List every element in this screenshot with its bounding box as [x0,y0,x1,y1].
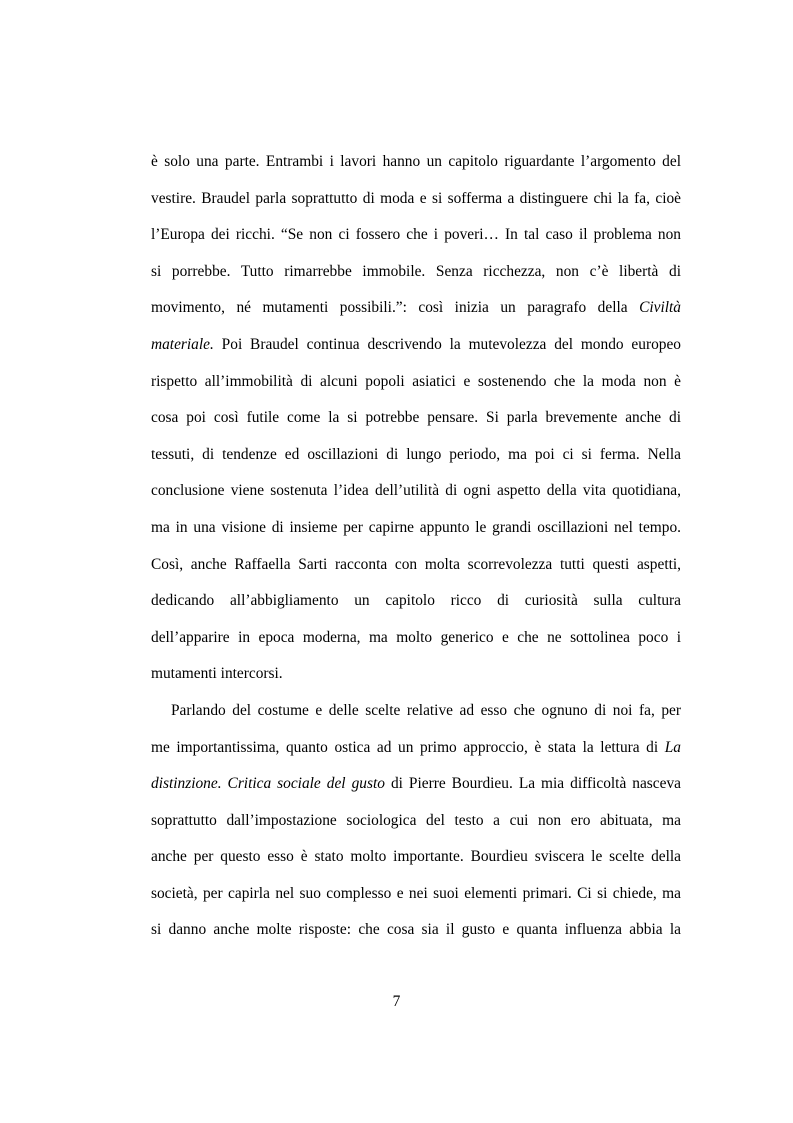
text-line [151,327,681,364]
text-line [151,217,681,254]
text-line [151,876,681,913]
paragraph [151,144,681,693]
text-segment: soprattutto dall’impostazione sociologica del testo a cui non ero abituata, ma [151,811,681,829]
text-line [151,547,681,584]
text-line [151,583,681,620]
text-segment: dedicando all’abbigliamento un capitolo ricco di curiosità sulla cultura [151,592,681,610]
page-number: 7 [392,993,401,1010]
text-segment: movimento, né mutamenti possibili.”: così inizia un paragrafo della [151,299,640,317]
text-segment: si danno anche molte risposte: che cosa sia il gusto e quanta influenza abbia la [151,921,681,939]
text-line [151,437,681,474]
text-line [151,693,681,730]
text-segment: me importantissima, quanto ostica ad un primo approccio, è stata la lettura di [151,738,665,756]
text-segment: è solo una parte. Entrambi i lavori hanno un capitolo riguardante l’argomento del [151,153,681,170]
italic-text: materiale. [151,335,214,353]
text-segment: conclusione viene sostenuta l’idea dell’utilità di ogni aspetto della vita quotidiana, [151,482,681,500]
text-segment: tessuti, di tendenze ed oscillazioni di lungo periodo, ma poi ci si ferma. Nella [151,445,681,463]
text-segment: cosa poi così futile come la si potrebbe pensare. Si parla brevemente anche di [151,409,681,427]
text-line [151,912,681,949]
text-segment: Parlando del costume e delle scelte relative ad esso che ognuno di noi fa, per [171,701,681,719]
text-segment: anche per questo esso è stato molto importante. Bourdieu sviscera le scelte della [151,848,681,866]
italic-text: Civiltà [639,299,681,317]
text-line [151,254,681,291]
text-line [151,656,681,693]
text-line [151,620,681,657]
text-line [151,730,681,767]
text-line [151,473,681,510]
italic-text: distinzione. Critica sociale del gusto [151,775,385,793]
text-line [151,839,681,876]
body-text [151,144,681,949]
text-segment: Poi Braudel continua descrivendo la mutevolezza del mondo europeo [213,335,681,353]
text-line [151,144,681,181]
text-segment: si porrebbe. Tutto rimarrebbe immobile. Senza ricchezza, non c’è libertà di [151,262,681,280]
text-line [151,290,681,327]
text-line [151,766,681,803]
text-segment: società, per capirla nel suo complesso e nei suoi elementi primari. Ci si chiede, ma [151,884,681,902]
text-segment: ma in una visione di insieme per capirne appunto le grandi oscillazioni nel tempo. [151,518,681,536]
text-segment: dell’apparire in epoca moderna, ma molto generico e che ne sottolinea poco i [151,628,681,646]
text-segment: rispetto all’immobilità di alcuni popoli asiatici e sostenendo che la moda non è [151,372,681,390]
text-line [151,364,681,401]
text-segment: Così, anche Raffaella Sarti racconta con molta scorrevolezza tutti questi aspetti, [151,555,681,573]
text-line [151,400,681,437]
text-segment: mutamenti intercorsi. [151,665,283,683]
italic-text: La [664,738,681,756]
text-line [151,181,681,218]
paragraph [151,693,681,949]
text-segment: vestire. Braudel parla soprattutto di moda e si sofferma a distinguere chi la fa, cioè [151,189,681,207]
text-segment: l’Europa dei ricchi. “Se non ci fossero che i poveri… In tal caso il problema non [151,226,681,244]
text-segment: di Pierre Bourdieu. La mia difficoltà nasceva [384,775,681,793]
text-line [151,510,681,547]
text-line [151,803,681,840]
